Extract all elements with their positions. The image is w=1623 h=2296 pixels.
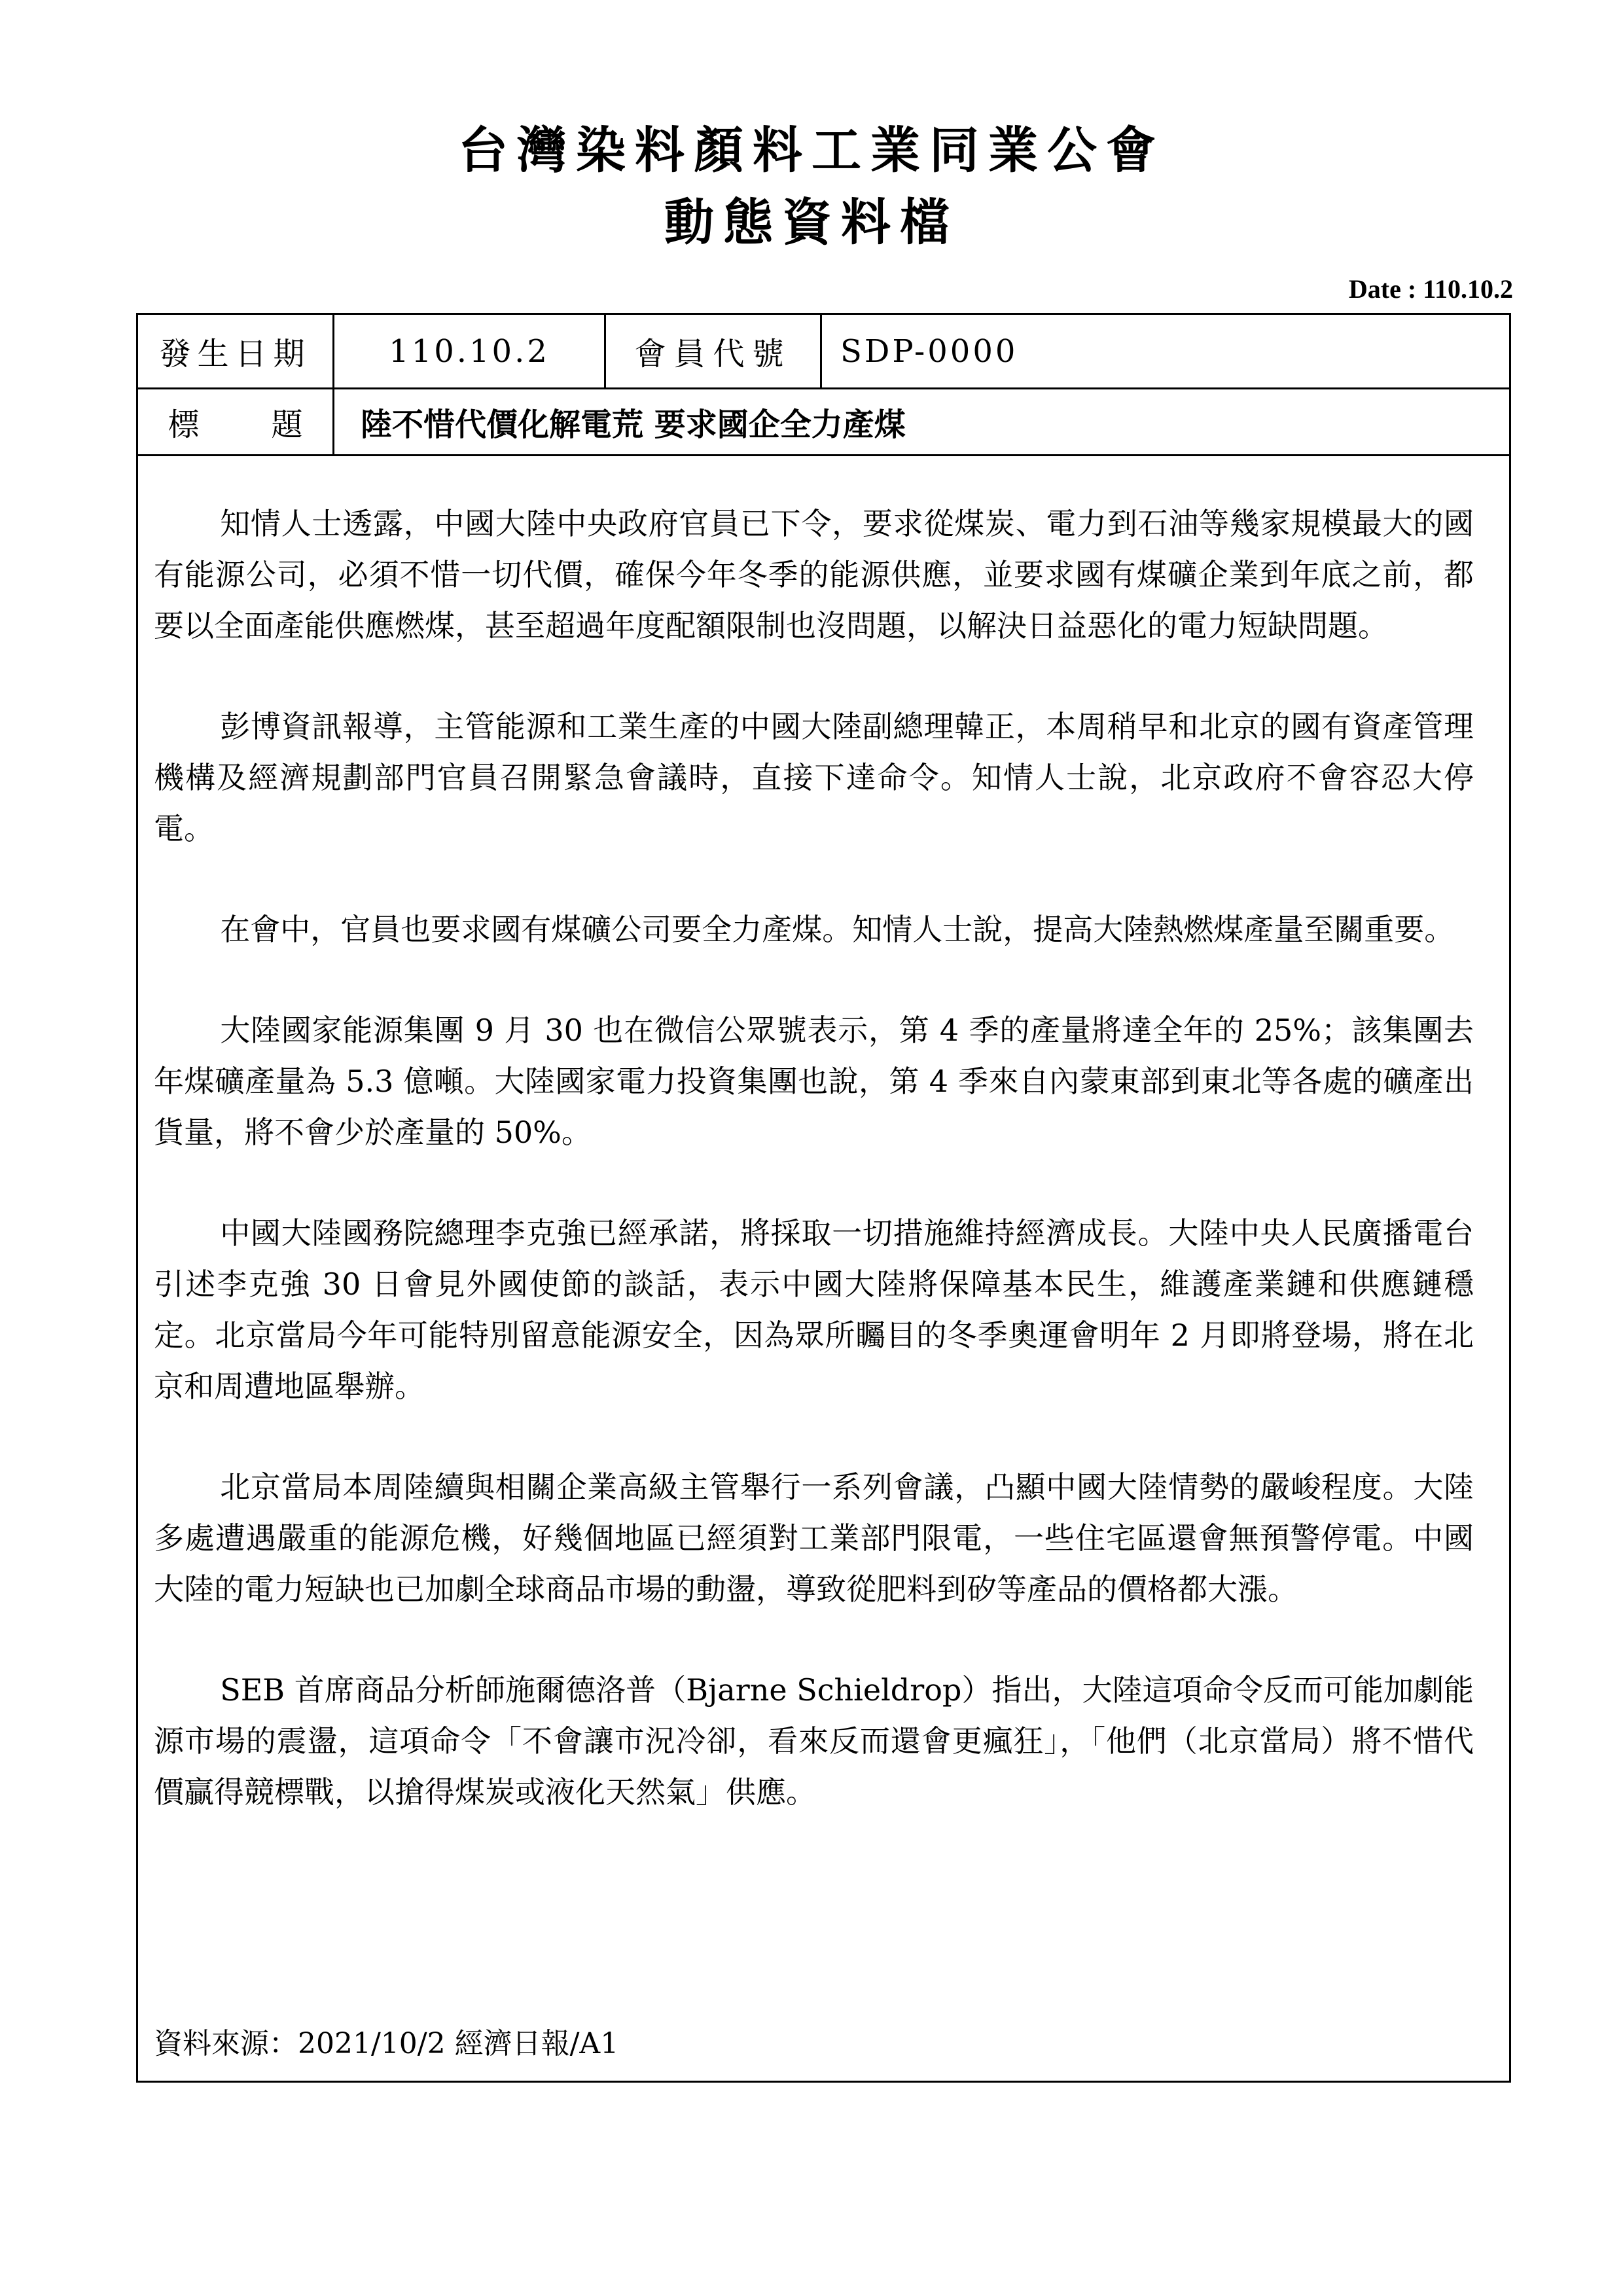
subject-value: 陸不惜代價化解電荒 要求國企全力產煤 <box>361 406 906 443</box>
info-row <box>138 315 1509 389</box>
article-paragraph: 中國大陸國務院總理李克強已經承諾，將採取一切措施維持經濟成長。大陸中央人民廣播電台引述李克強 30 日會見外國使節的談話，表示中國大陸將保障基本民生，維護產業鏈和供應鏈穩定。北京當局今年可能特別留意能源安全，因為眾所矚目的冬季奧運會明年 2 月即將登場，將在北京和周遭地區舉辦。 <box>154 1215 1474 1404</box>
article-paragraph: 知情人士透露，中國大陸中央政府官員已下令，要求從煤炭、電力到石油等幾家規模最大的國有能源公司，必須不惜一切代價，確保今年冬季的能源供應，並要求國有煤礦企業到年底之前，都要以全面產能供應燃煤，甚至超過年度配額限制也沒問題，以解決日益惡化的電力短缺問題。 <box>154 506 1474 643</box>
document-title: 台灣染料顏料工業同業公會 <box>458 121 1165 179</box>
member-code-label: 會員代號 <box>606 315 822 387</box>
subject-label <box>138 389 334 454</box>
subject-label-part1: 標 <box>168 406 200 443</box>
subject-row <box>138 389 1509 456</box>
article-paragraph: 在會中，官員也要求國有煤礦公司要全力產煤。知情人士說，提高大陸熱燃煤產量至關重要。 <box>220 912 1455 947</box>
article-paragraph: 北京當局本周陸續與相關企業高級主管舉行一系列會議，凸顯中國大陸情勢的嚴峻程度。大陸多處遭遇嚴重的能源危機，好幾個地區已經須對工業部門限電，一些住宅區還會無預警停電。中國大陸的電力短缺也已加劇全球商品市場的動盪，導致從肥料到矽等產品的價格都大漲。 <box>154 1469 1474 1607</box>
article-paragraph: SEB 首席商品分析師施爾德洛普（Bjarne Schieldrop）指出，大陸這項命令反而可能加劇能源市場的震盪，這項命令「不會讓市況冷卻，看來反而還會更瘋狂」，「他們（北京當局）將不惜代價贏得競標戰，以搶得煤炭或液化天然氣」供應。 <box>154 1672 1474 1810</box>
document-subtitle: 動態資料檔 <box>664 193 959 251</box>
document-date: Date : 110.10.2 <box>1348 274 1513 304</box>
article-body <box>154 498 1474 1818</box>
record-frame <box>136 313 1511 2083</box>
article-paragraph: 彭博資訊報導，主管能源和工業生產的中國大陸副總理韓正，本周稍早和北京的國有資產管理機構及經濟規劃部門官員召開緊急會議時，直接下達命令。知情人士說，北京政府不會容忍大停電。 <box>154 709 1474 846</box>
subject-label-part2: 題 <box>271 406 303 443</box>
member-code-value: SDP-0000 <box>840 332 1018 370</box>
occurrence-date-value: 110.10.2 <box>334 315 606 387</box>
source-citation: 資料來源：2021/10/2 經濟日報/A1 <box>154 2027 619 2060</box>
occurrence-date-label: 發生日期 <box>138 315 334 387</box>
article-paragraph: 大陸國家能源集團 9 月 30 也在微信公眾號表示，第 4 季的產量將達全年的 25%；該集團去年煤礦產量為 5.3 億噸。大陸國家電力投資集團也說，第 4 季來自內蒙東部到東北等各處的礦產出貨量，將不會少於產量的 50%。 <box>154 1013 1474 1150</box>
